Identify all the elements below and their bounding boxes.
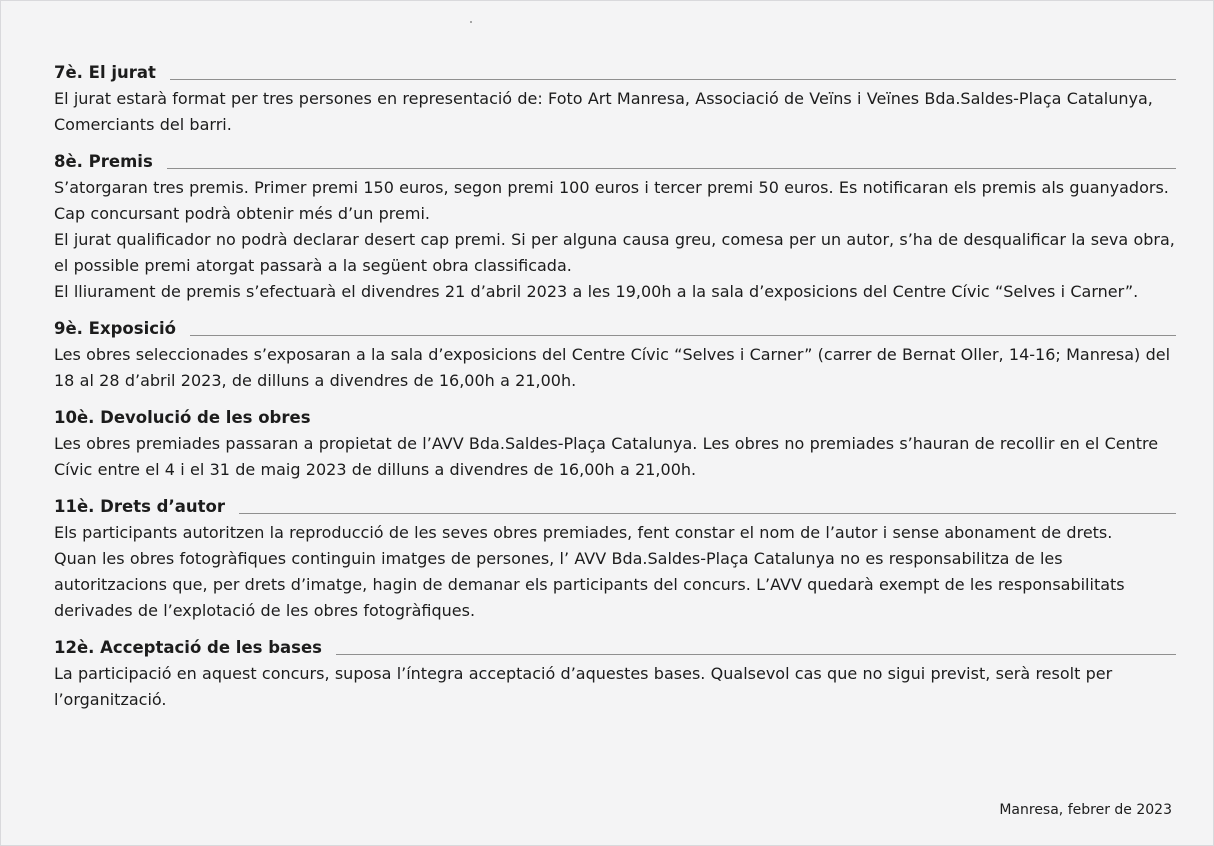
heading-rule — [167, 167, 1176, 169]
section-paragraph: Els participants autoritzen la reproducció de les seves obres premiades, fent constar el nom de l’autor i sense abonament de drets. — [54, 523, 1113, 542]
section-paragraph: El jurat estarà format per tres persones en representació de: Foto Art Manresa, Associació de Veïns i Veïnes Bda.Saldes-Plaça Catalunya, Comerciants del barri. — [54, 89, 1153, 134]
section-title: 10è. Devolució de les obres — [54, 408, 311, 427]
section-title: 12è. Acceptació de les bases — [54, 638, 322, 657]
date-signature: Manresa, febrer de 2023 — [999, 802, 1172, 818]
section-acceptacio — [54, 637, 1176, 713]
section-heading — [54, 62, 1176, 84]
section-title: 7è. El jurat — [54, 63, 156, 82]
section-premis — [54, 151, 1176, 305]
section-heading — [54, 407, 1176, 429]
section-exposicio — [54, 318, 1176, 394]
heading-rule — [336, 653, 1176, 655]
heading-rule — [239, 512, 1176, 514]
section-heading — [54, 318, 1176, 340]
heading-rule — [190, 334, 1176, 336]
section-paragraph: Les obres seleccionades s’exposaran a la sala d’exposicions del Centre Cívic “Selves i Carner” (carrer de Bernat Oller, 14-16; Manresa) del 18 al 28 d’abril 2023, de dilluns a divendres de 16,00h a 21,00h. — [54, 345, 1171, 390]
section-heading — [54, 637, 1176, 659]
section-paragraph: Quan les obres fotogràfiques continguin imatges de persones, l’ AVV Bda.Saldes-Plaça Catalunya no es responsabilitza de les autoritzacions que, per drets d’imatge, hagin de demanar els participants del concurs. L’AVV quedarà exempt de les responsabilitats derivades de l’explotació de les obres fotogràfiques. — [54, 549, 1125, 620]
scan-speck — [470, 21, 472, 23]
section-devolucio — [54, 407, 1176, 483]
section-drets-autor — [54, 496, 1176, 624]
section-title: 11è. Drets d’autor — [54, 497, 225, 516]
heading-rule — [170, 78, 1176, 80]
section-heading — [54, 496, 1176, 518]
rules-content — [54, 62, 1176, 726]
section-paragraph: S’atorgaran tres premis. Primer premi 150 euros, segon premi 100 euros i tercer premi 50 euros. Es notificaran els premis als guanyadors. — [54, 178, 1169, 197]
section-paragraph: El lliurament de premis s’efectuarà el divendres 21 d’abril 2023 a les 19,00h a la sala d’exposicions del Centre Cívic “Selves i Carner”. — [54, 282, 1139, 301]
section-title: 8è. Premis — [54, 152, 153, 171]
section-paragraph: El jurat qualificador no podrà declarar desert cap premi. Si per alguna causa greu, comesa per un autor, s’ha de desqualificar la seva obra, el possible premi atorgat passarà a la següent obra classificada. — [54, 230, 1175, 275]
section-paragraph: Cap concursant podrà obtenir més d’un premi. — [54, 204, 430, 223]
section-jurat — [54, 62, 1176, 138]
section-heading — [54, 151, 1176, 173]
section-paragraph: La participació en aquest concurs, suposa l’íntegra acceptació d’aquestes bases. Qualsevol cas que no sigui previst, serà resolt per l’organització. — [54, 664, 1113, 709]
section-title: 9è. Exposició — [54, 319, 176, 338]
section-paragraph: Les obres premiades passaran a propietat de l’AVV Bda.Saldes-Plaça Catalunya. Les obres no premiades s’hauran de recollir en el Centre Cívic entre el 4 i el 31 de maig 2023 de dilluns a divendres de 16,00h a 21,00h. — [54, 434, 1159, 479]
